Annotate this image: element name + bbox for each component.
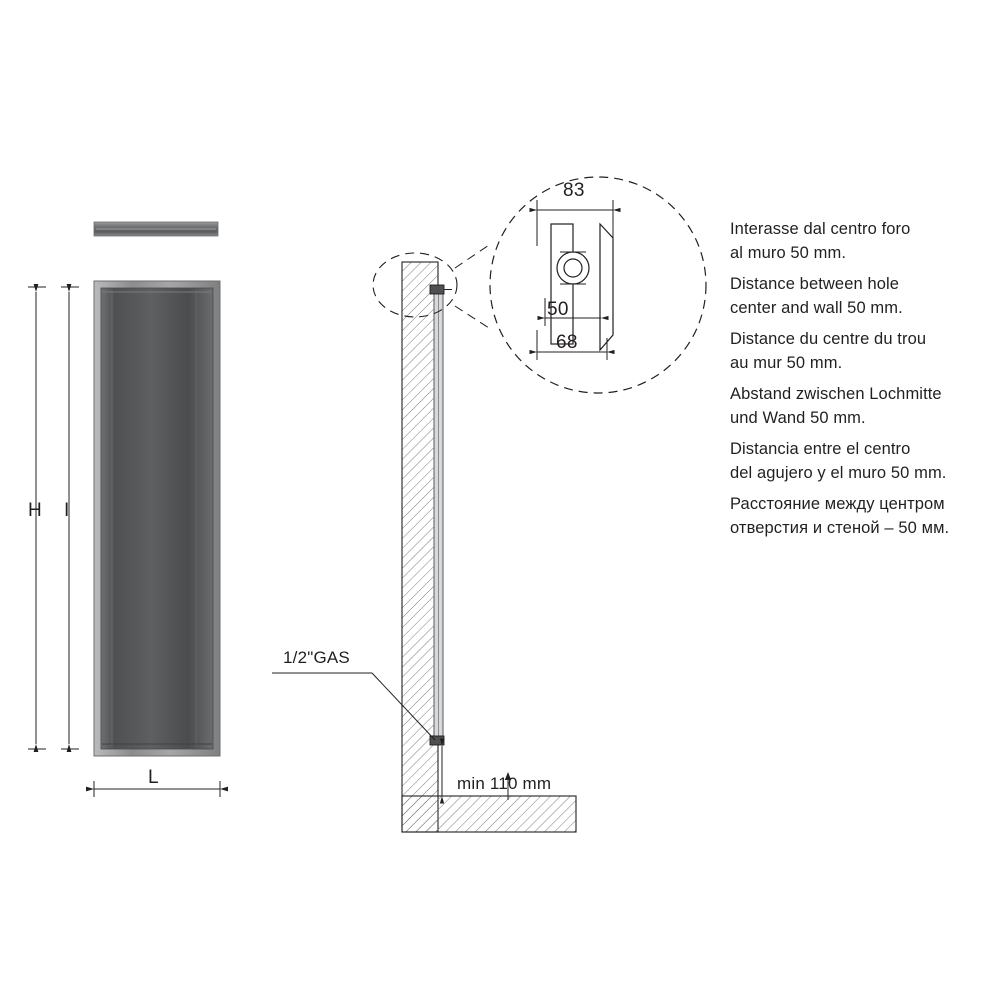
note-de-line-1: Abstand zwischen Lochmitte: [730, 385, 942, 403]
note-it: [730, 218, 980, 265]
note-ru-line-2: отверстия и стеной – 50 мм.: [730, 518, 950, 537]
wall-hatched: [402, 262, 438, 832]
note-es-line-1: Distancia entre el centro: [730, 440, 911, 458]
note-es-line-2: del agujero y el muro 50 mm.: [730, 463, 947, 482]
radiator-top-rail: [94, 222, 218, 236]
label-detail-50: 50: [547, 299, 569, 320]
note-en: [730, 273, 980, 320]
detail-hole-inner: [564, 259, 582, 277]
label-length-L: L: [148, 767, 159, 788]
top-connector: [430, 285, 452, 294]
note-ru: [730, 493, 980, 540]
detail-leader-top: [455, 243, 492, 268]
label-height-H: H: [28, 500, 43, 521]
label-height-I: I: [64, 500, 70, 521]
note-en-line-2: center and wall 50 mm.: [730, 298, 903, 317]
note-de: [730, 383, 980, 430]
note-it-line-1: Interasse dal centro foro: [730, 220, 911, 238]
detail-enlarged: [490, 177, 706, 393]
note-ru-line-1: Расстояние между центром: [730, 495, 945, 513]
floor-hatched: [402, 796, 576, 832]
note-it-line-2: al muro 50 mm.: [730, 243, 847, 262]
label-detail-83: 83: [563, 180, 585, 201]
note-es: [730, 438, 980, 485]
detail-leader-bottom: [455, 306, 492, 330]
radiator-panel: [94, 281, 220, 756]
label-gas-connection: 1/2"GAS: [283, 648, 350, 667]
note-en-line-1: Distance between hole: [730, 275, 900, 293]
note-fr-line-1: Distance du centre du trou: [730, 330, 927, 348]
detail-wall-profile: [600, 224, 613, 350]
notes-block: [730, 218, 980, 540]
radiator-front-view: [28, 222, 220, 797]
label-min-floor-distance: min 110 mm: [457, 774, 552, 793]
detail-circle-boundary: [490, 177, 706, 393]
radiator-side-profile: [434, 288, 443, 743]
note-fr-line-2: au mur 50 mm.: [730, 353, 843, 372]
note-fr: [730, 328, 980, 375]
label-detail-68: 68: [556, 332, 578, 353]
note-de-line-2: und Wand 50 mm.: [730, 408, 866, 427]
